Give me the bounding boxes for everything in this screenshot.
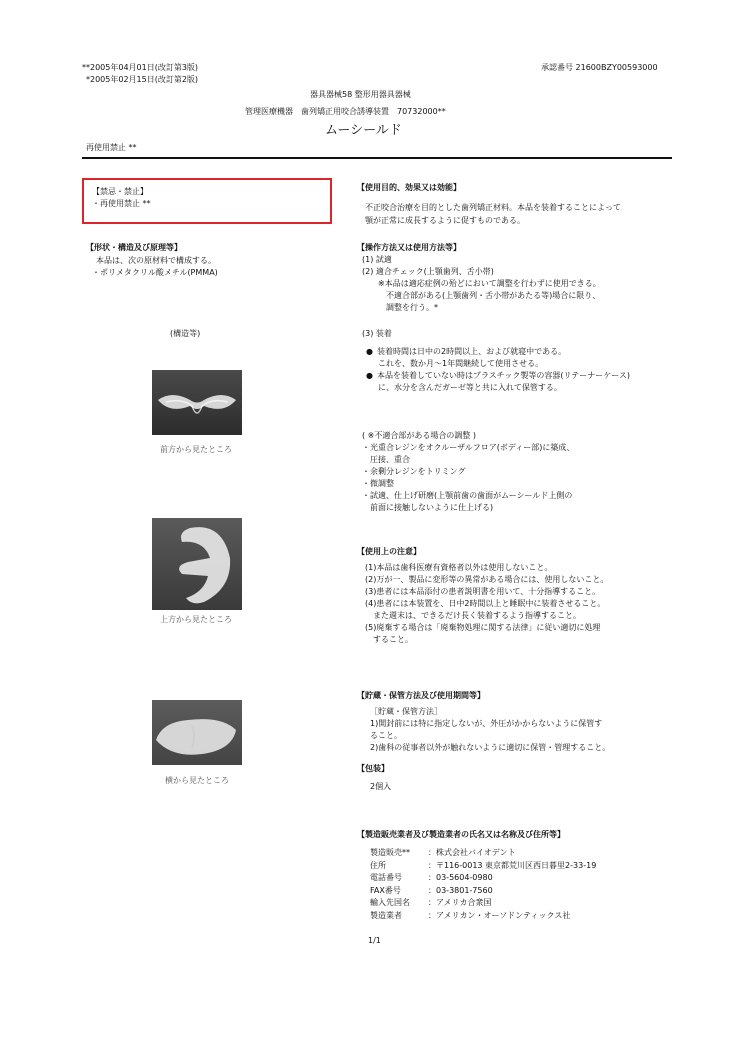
reuse-prohibited: 再使用禁止 **	[86, 143, 137, 152]
wear-bullet-1: ● 装着時間は日中の2時間以上、および就寝中である。	[366, 346, 630, 358]
caution-item: (5)廃棄する場合は「廃棄物処理に関する法律」に従い適切に処理	[365, 623, 601, 632]
package-section-title: 【包装】	[357, 764, 389, 773]
side-view-caption: 横から見たところ	[165, 776, 229, 785]
storage-line: ること。	[370, 731, 402, 740]
maker-value: ：03-5604-0980	[428, 873, 493, 882]
method-step: (1) 試適	[362, 255, 392, 264]
method-step: 不適合部がある(上顎歯列・舌小帯があたる等)場合に限り、	[362, 291, 601, 300]
front-view-caption: 前方から見たところ	[160, 445, 232, 454]
wear-bullet-1-cont: これを、数か月～1年間継続して使用させる。	[378, 359, 544, 368]
method-step: ※本品は適応症例の殆どにおいて調整を行わずに使用できる。	[362, 279, 601, 288]
side-view-photo	[152, 700, 242, 765]
header-divider	[82, 157, 672, 159]
device-category: 器具器械58 整形用器具器械	[310, 90, 411, 99]
shape-line-1: 本品は、次の原材料で構成する。	[96, 256, 216, 265]
warning-title: 【禁忌・禁止】	[92, 187, 148, 196]
shape-line-2: ・ポリメタクリル酸メチル(PMMA)	[92, 268, 218, 277]
method-step: 調整を行う。*	[362, 303, 438, 312]
caution-item: (3)患者には本品添付の患者説明書を用いて、十分指導すること。	[365, 587, 601, 596]
package-value: 2個入	[370, 782, 392, 791]
maker-value: ：アメリカ合衆国	[428, 898, 492, 907]
top-view-photo	[152, 518, 242, 610]
adjust-line: ・余剰分レジンをトリミング	[362, 467, 466, 476]
purpose-line-1: 不正咬合治療を目的とした歯列矯正材料。本品を装着することによって	[365, 203, 621, 212]
maker-value: ：株式会社バイオデント	[428, 848, 516, 857]
purpose-line-2: 顎が正常に成長するように促すものである。	[365, 216, 525, 225]
adjust-line: ( ※不適合部がある場合の調整 )	[362, 431, 477, 440]
method-step: (2) 適合チェック(上顎歯列、舌小帯)	[362, 267, 494, 276]
maker-row	[370, 847, 596, 860]
maker-label: 住所	[370, 860, 386, 870]
maker-label: 輸入先国名	[370, 898, 410, 907]
storage-line: 1)開封前には特に指定しないが、外圧がかからないように保管す	[370, 719, 603, 728]
wear-bullets	[366, 346, 630, 394]
maker-label: 電話番号	[370, 873, 402, 882]
maker-value: ：03-3801-7560	[428, 885, 493, 895]
adjustment-notes	[362, 430, 574, 514]
caution-item: また週末は、できるだけ長く装着するよう指導すること。	[365, 611, 581, 620]
adjust-line: ・試適、仕上げ研磨(上顎前歯の歯面がムーシールド上側の	[362, 491, 573, 500]
caution-item: すること。	[365, 635, 413, 644]
caution-list	[365, 562, 608, 646]
storage-line: 2)歯科の従事者以外が触れないように適切に保管・管理すること。	[370, 743, 611, 752]
purpose-section-title: 【使用目的、効果又は効能】	[357, 183, 461, 192]
maker-section-title: 【製造販売業者及び製造業者の氏名又は名称及び住所等】	[357, 830, 565, 839]
product-name: ムーシールド	[325, 123, 402, 138]
wear-title: (3) 装着	[362, 329, 392, 338]
shape-section-title: 【形状・構造及び原理等】	[86, 243, 182, 252]
revision-line-1: **2005年04月01日(改訂第3版)	[82, 63, 199, 72]
maker-row	[370, 910, 596, 923]
maker-value: ：アメリカン・オーソドンティックス社	[428, 910, 571, 920]
maker-value: ：〒116-0013 東京都荒川区西日暮里2-33-19	[428, 860, 597, 870]
caution-item: (1)本品は歯科医療有資格者以外は使用しないこと。	[365, 563, 553, 572]
wear-bullet-2-cont: に、水分を含んだガーゼ等と共に入れて保管する。	[378, 383, 562, 392]
maker-table	[370, 847, 596, 922]
maker-label: FAX番号	[370, 885, 401, 895]
caution-item: (4)患者には本装置を、日中2時間以上と睡眠中に装着させること。	[365, 599, 606, 608]
method-steps	[362, 254, 601, 314]
storage-section-title: 【貯蔵・保管方法及び使用期間等】	[357, 691, 485, 700]
caution-item: (2)万が一、製品に変形等の異常がある場合には、使用しないこと。	[365, 575, 609, 584]
mouthpiece-side-image	[152, 700, 242, 765]
method-section-title: 【操作方法又は使用方法等】	[357, 243, 461, 252]
warning-item: ・再使用禁止 **	[92, 199, 151, 208]
mouthpiece-top-image	[152, 518, 242, 610]
caution-section-title: 【使用上の注意】	[357, 547, 421, 556]
adjust-line: 圧接、重合	[362, 455, 410, 464]
wear-bullet-2: ● 本品を装着していない時はプラスチック製等の容器(リテーナーケース)	[366, 370, 630, 382]
top-view-caption: 上方から見たところ	[160, 615, 232, 624]
mouthpiece-front-image	[152, 370, 242, 435]
maker-row	[370, 872, 596, 885]
storage-list	[370, 706, 610, 754]
adjust-line: 前面に接触しないように仕上げる)	[362, 503, 494, 512]
adjust-line: ・微調整	[362, 479, 394, 488]
maker-label: 製造販売**	[370, 848, 410, 857]
front-view-photo	[152, 370, 242, 435]
storage-line: ［貯蔵・保管方法］	[370, 707, 442, 716]
approval-number: 承認番号 21600BZY00593000	[541, 63, 658, 72]
maker-row	[370, 897, 596, 910]
maker-row	[370, 860, 596, 873]
maker-row	[370, 885, 596, 898]
adjust-line: ・光重合レジンをオクルーザルフロア(ボディー部)に築成、	[362, 443, 575, 452]
page-number: 1/1	[368, 936, 381, 945]
maker-label: 製造業者	[370, 910, 402, 920]
device-class-line: 管理医療機器 歯列矯正用咬合誘導装置 70732000**	[245, 107, 446, 116]
structure-label: (構造等)	[170, 329, 201, 338]
revision-line-2: *2005年02月15日(改訂第2版)	[86, 75, 199, 84]
